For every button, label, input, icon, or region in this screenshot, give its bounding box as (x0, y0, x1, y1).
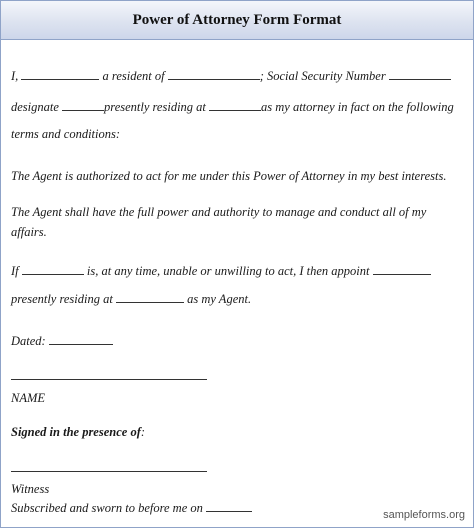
text-resident-of: a resident of (102, 69, 165, 83)
text-colon: : (140, 425, 146, 439)
watermark: sampleforms.org (383, 509, 465, 521)
paragraph-full-power: The Agent shall have the full power and authority to manage and conduct all of my (11, 205, 427, 219)
text-attorney-in-fact: as my attorney in fact on the following (261, 100, 454, 114)
label-name: NAME (11, 391, 46, 405)
blank-attorney-address[interactable] (209, 99, 261, 111)
text-signed-presence: Signed in the presence of (11, 425, 141, 439)
line-alternate-address (11, 291, 251, 306)
text-unable: is, at any time, unable or unwilling to act, I then appoint (86, 264, 370, 278)
text-designate: designate (11, 100, 59, 114)
form-title: Power of Attorney Form Format (132, 11, 342, 28)
blank-ssn[interactable] (389, 68, 451, 80)
line-dated (11, 333, 113, 348)
blank-notary-date[interactable] (206, 500, 252, 512)
signature-line-witness[interactable] (11, 471, 207, 472)
blank-residence[interactable] (168, 68, 260, 80)
line-grantor (11, 68, 451, 83)
line-designate (11, 99, 454, 114)
form-header (1, 1, 473, 40)
line-terms: terms and conditions: (11, 127, 121, 141)
text-if: If (11, 264, 19, 278)
blank-alternate-agent[interactable] (373, 263, 431, 275)
paragraph-authorized: The Agent is authorized to act for me under this Power of Attorney in my best interests. (11, 169, 447, 183)
text-ssn: ; Social Security Number (259, 69, 386, 83)
blank-alternate-address[interactable] (116, 291, 184, 303)
label-signed-presence (11, 425, 145, 439)
text-dated: Dated: (11, 334, 46, 348)
blank-grantor-name[interactable] (21, 68, 99, 80)
text-i: I, (11, 69, 19, 83)
text-my-agent: as my Agent. (187, 292, 252, 306)
line-subscribed (11, 500, 252, 515)
line-alternate (11, 263, 431, 278)
label-witness: Witness (11, 482, 50, 496)
blank-attorney-name[interactable] (62, 99, 104, 111)
text-residing-at-2: presently residing at (11, 292, 113, 306)
text-residing-at: presently residing at (104, 100, 206, 114)
blank-agent-name[interactable] (22, 263, 84, 275)
text-subscribed: Subscribed and sworn to before me on (11, 501, 203, 515)
paragraph-full-power-cont: affairs. (11, 225, 47, 239)
signature-line-name[interactable] (11, 379, 207, 380)
blank-date[interactable] (49, 333, 113, 345)
